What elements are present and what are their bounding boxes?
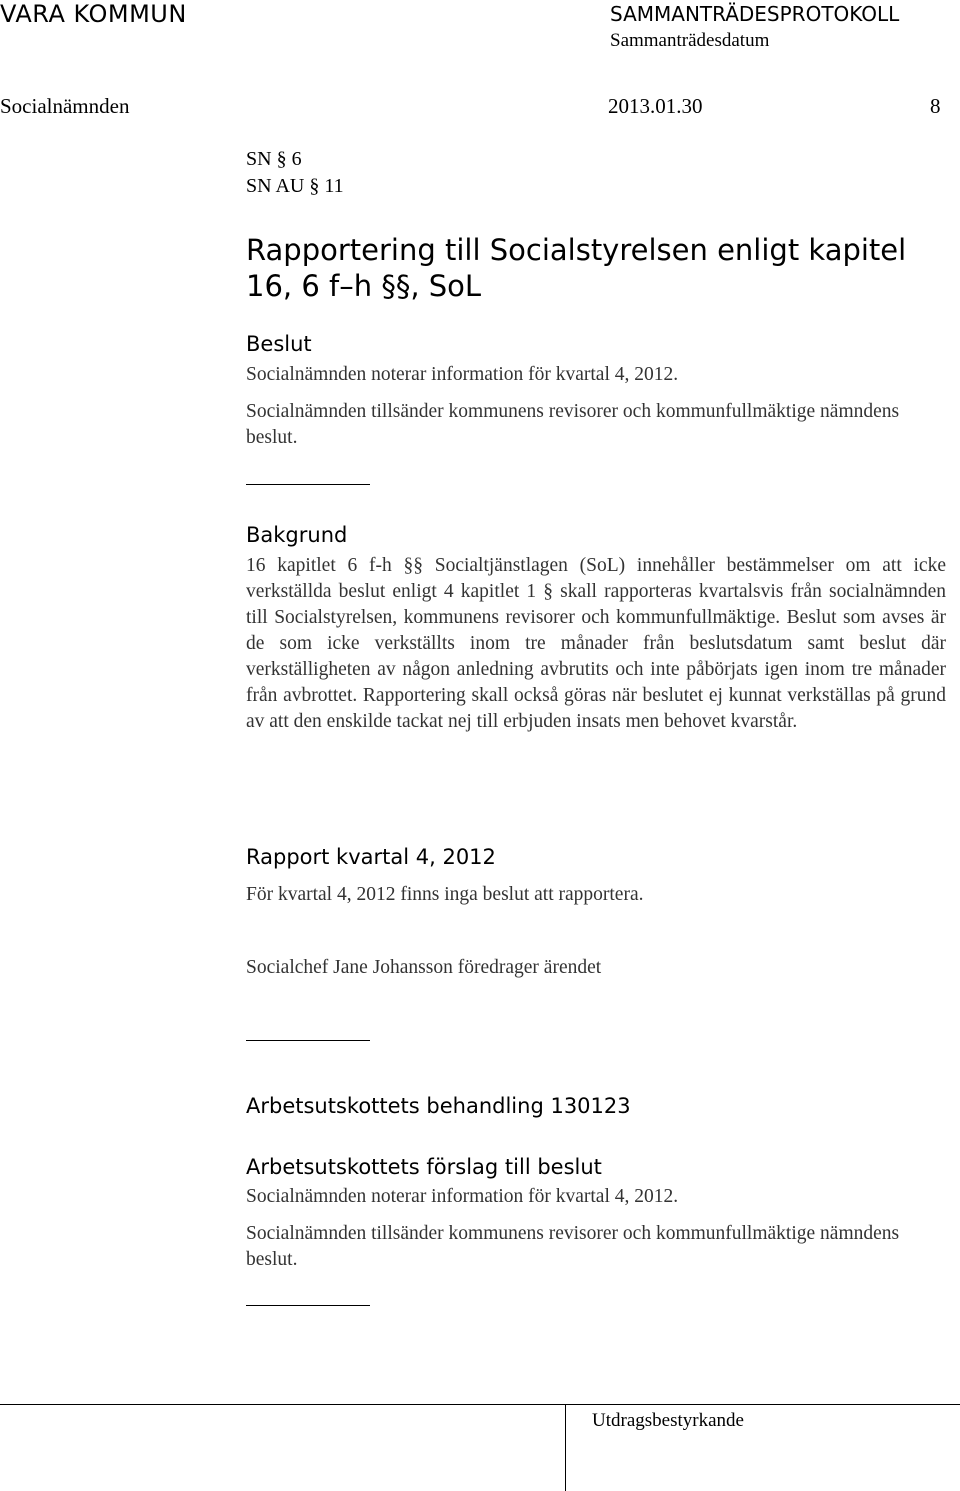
rapport-heading: Rapport kvartal 4, 2012 xyxy=(246,845,496,869)
au-forslag-line-2: Socialnämnden tillsänder kommunens revisorer och kommunfullmäktige nämndens beslut. xyxy=(246,1223,900,1270)
section-divider xyxy=(246,484,370,485)
section-divider xyxy=(246,1305,370,1306)
section-divider xyxy=(246,1040,370,1041)
beslut-line-1: Socialnämnden noterar information för kvartal 4, 2012. xyxy=(246,364,679,385)
au-behandling-heading: Arbetsutskottets behandling 130123 xyxy=(246,1094,631,1118)
footer-rule xyxy=(0,1404,960,1405)
municipality-name: VARA KOMMUN xyxy=(0,0,187,28)
rapport-text: För kvartal 4, 2012 finns inga beslut att rapportera. xyxy=(246,884,644,905)
extract-certification-label: Utdragsbestyrkande xyxy=(592,1410,744,1431)
meeting-date: 2013.01.30 xyxy=(608,94,703,118)
beslut-heading: Beslut xyxy=(246,332,312,356)
beslut-line-2: Socialnämnden tillsänder kommunens revisorer och kommunfullmäktige nämndens beslut. xyxy=(246,401,900,448)
protocol-title: SAMMANTRÄDESPROTOKOLL xyxy=(610,2,900,26)
bakgrund-heading: Bakgrund xyxy=(246,523,348,547)
presenter-text: Socialchef Jane Johansson föredrager ärendet xyxy=(246,957,602,978)
department-name: Socialnämnden xyxy=(0,94,130,118)
page-title: Rapportering till Socialstyrelsen enligt kapitel 16, 6 f–h §§, SoL xyxy=(246,233,907,303)
bakgrund-text: 16 kapitlet 6 f-h §§ Socialtjänstlagen (SoL) innehåller bestämmelser om att icke verkställda beslut enligt 4 kapitlet 1 § skall rapporteras kvartalsvis från socialnämnden till Socialstyrelsen, kommunens revisorer och kommunfullmäktige. Beslut som avses är de som icke verkställts inom tre månader från beslutsdatum samt beslut där verkställigheten av någon anledning avbrutits och inte påbörjats igen inom tre månader från avbrottet. Rapportering skall också göras när beslutet ej kunnat verkställas på grund av att den enskilde tackat nej till erbjuden insats men behovet kvarstår. xyxy=(246,555,946,732)
case-ref-sn: SN § 6 xyxy=(246,148,302,170)
footer-separator xyxy=(565,1404,566,1491)
au-forslag-section xyxy=(246,1184,946,1273)
bakgrund-section xyxy=(246,553,946,735)
au-forslag-line-1: Socialnämnden noterar information för kvartal 4, 2012. xyxy=(246,1186,679,1207)
beslut-section xyxy=(246,362,946,451)
au-forslag-heading: Arbetsutskottets förslag till beslut xyxy=(246,1155,602,1179)
meeting-date-label: Sammanträdesdatum xyxy=(610,30,770,51)
page-number: 8 xyxy=(930,94,941,118)
case-references xyxy=(246,146,344,200)
case-ref-sn-au: SN AU § 11 xyxy=(246,175,344,197)
